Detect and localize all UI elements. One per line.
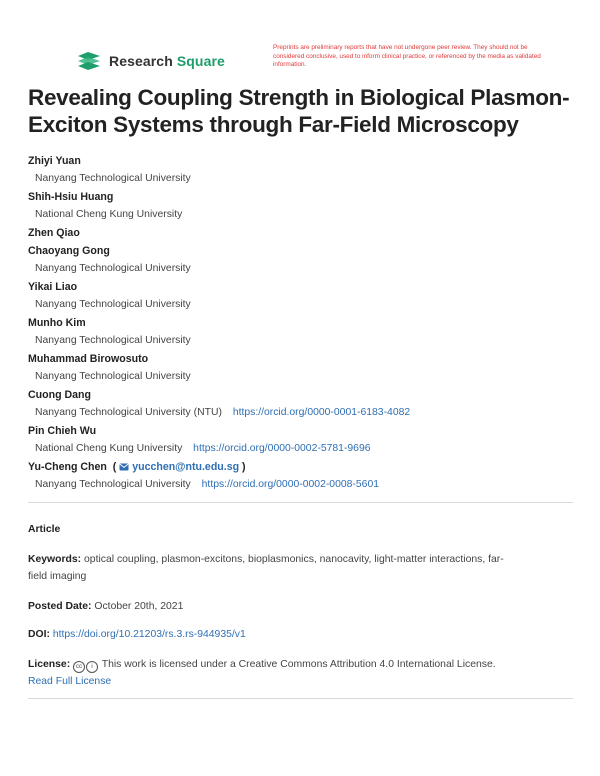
posted-date-label: Posted Date: bbox=[28, 601, 92, 612]
read-full-license-link[interactable]: Read Full License bbox=[28, 676, 112, 687]
author-name: Munho Kim bbox=[28, 317, 86, 329]
paper-title: Revealing Coupling Strength in Biological Plasmon-Exciton Systems through Far-Field Microscopy bbox=[28, 85, 570, 137]
author-affiliation: National Cheng Kung University bbox=[35, 443, 183, 454]
author-name: Zhen Qiao bbox=[28, 227, 80, 239]
author-entry bbox=[28, 314, 573, 350]
keywords-line-1 bbox=[28, 551, 573, 568]
author-affiliation: Nanyang Technological University (NTU) bbox=[35, 407, 222, 418]
author-entry bbox=[28, 278, 573, 314]
author-affiliation: Nanyang Technological University bbox=[35, 479, 191, 490]
author-affiliation: Nanyang Technological University bbox=[35, 371, 191, 382]
doi-section bbox=[28, 626, 573, 643]
creative-commons-icon: cc bbox=[73, 661, 85, 673]
doi-label: DOI: bbox=[28, 629, 50, 640]
corresponding-author-entry bbox=[28, 458, 573, 494]
author-name: Yikai Liao bbox=[28, 281, 78, 293]
orcid-link[interactable]: https://orcid.org/0000-0002-5781-9696 bbox=[193, 443, 371, 454]
keywords-text-1: optical coupling, plasmon-excitons, bioplasmonics, nanocavity, light-matter interactions, far- bbox=[84, 554, 504, 565]
author-name: Chaoyang Gong bbox=[28, 245, 110, 257]
author-entry bbox=[28, 422, 573, 458]
author-affiliation: Nanyang Technological University bbox=[35, 299, 191, 310]
license-line bbox=[28, 656, 573, 673]
author-entry bbox=[28, 188, 573, 224]
author-affiliation: Nanyang Technological University bbox=[35, 335, 191, 346]
keywords-section bbox=[28, 551, 573, 585]
author-name: Pin Chieh Wu bbox=[28, 425, 97, 437]
author-entry bbox=[28, 386, 573, 422]
email-wrapper: ( yucchen@ntu.edu.sg ) bbox=[109, 461, 246, 473]
keywords-line-2: field imaging bbox=[28, 571, 87, 582]
divider bbox=[28, 502, 573, 503]
author-entry bbox=[28, 224, 573, 242]
keywords-label: Keywords: bbox=[28, 554, 82, 565]
author-name: Yu-Cheng Chen bbox=[28, 461, 107, 473]
author-name: Cuong Dang bbox=[28, 389, 91, 401]
author-affiliation: Nanyang Technological University bbox=[35, 263, 191, 274]
doi-link[interactable]: https://doi.org/10.21203/rs.3.rs-944935/v1 bbox=[52, 629, 246, 640]
attribution-icon: i bbox=[86, 661, 98, 673]
author-affiliation-line bbox=[28, 404, 573, 422]
posted-date: October 20th, 2021 bbox=[94, 601, 184, 612]
license-section bbox=[28, 656, 573, 690]
email-link[interactable]: yucchen@ntu.edu.sg bbox=[132, 461, 240, 473]
author-name: Zhiyi Yuan bbox=[28, 155, 81, 167]
orcid-link[interactable]: https://orcid.org/0000-0001-6183-4082 bbox=[232, 407, 411, 418]
author-entry bbox=[28, 350, 573, 386]
research-square-logo[interactable] bbox=[76, 50, 225, 72]
divider bbox=[28, 698, 573, 699]
research-square-logo-icon bbox=[76, 50, 102, 72]
logo-word-research: Research bbox=[109, 53, 173, 69]
posted-date-section bbox=[28, 598, 573, 615]
author-name: Muhammad Birowosuto bbox=[28, 353, 149, 365]
preprint-notice: Preprints are preliminary reports that have not undergone peer review. They should not be considered conclusive, used to inform clinical practice, or referenced by the media as validated information. bbox=[273, 44, 541, 69]
author-affiliation: National Cheng Kung University bbox=[35, 209, 183, 220]
author-entry bbox=[28, 152, 573, 188]
author-name: Shih-Hsiu Huang bbox=[28, 191, 114, 203]
author-entry bbox=[28, 242, 573, 278]
author-affiliation: Nanyang Technological University bbox=[35, 173, 191, 184]
logo-word-square: Square bbox=[176, 53, 225, 69]
author-list bbox=[28, 152, 573, 494]
author-affiliation-line bbox=[28, 440, 573, 458]
logo-text bbox=[109, 53, 225, 69]
author-affiliation-line bbox=[28, 476, 573, 494]
license-label: License: bbox=[28, 659, 71, 670]
license-text: This work is licensed under a Creative Commons Attribution 4.0 International License. bbox=[101, 659, 496, 670]
mail-icon bbox=[119, 463, 129, 471]
article-type bbox=[28, 521, 573, 538]
page-header bbox=[72, 44, 542, 80]
article-type-label: Article bbox=[28, 524, 61, 535]
orcid-link[interactable]: https://orcid.org/0000-0002-0008-5601 bbox=[201, 479, 379, 490]
corresponding-author-name-line bbox=[28, 458, 573, 476]
